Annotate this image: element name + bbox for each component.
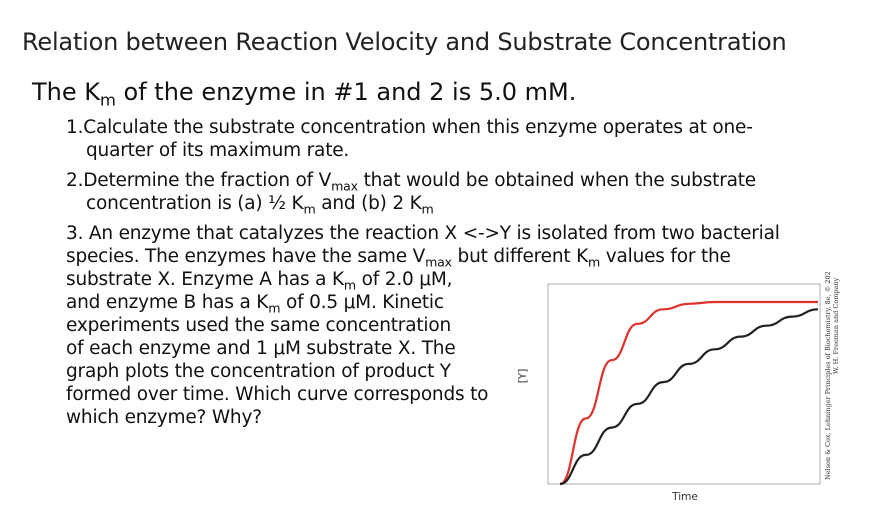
red-curve — [560, 302, 818, 484]
credit-line-1: Nelson & Cox, Lehninger Principles of Biochemistry, 8e, © 2021 — [824, 272, 832, 480]
slide-title: Relation between Reaction Velocity and Substrate Concentration — [22, 28, 787, 56]
series-layer — [560, 302, 818, 484]
black-curve — [560, 309, 818, 484]
y-axis-label: [Y] — [517, 368, 529, 384]
lead-statement: The $K_m$ of the enzyme in #1 and 2 is 5.0 mM. — [32, 78, 577, 110]
question-2: 2.Determine the fraction of $V_{max}$ that would be obtained when the substrate concentration is (a) ½ $K_m$ and (b) 2 $K_m$ — [66, 170, 756, 217]
x-axis-label: Time — [672, 491, 698, 503]
chart-svg — [500, 272, 880, 512]
product-formation-chart — [500, 272, 880, 512]
question-3: 3. An enzyme that catalyzes the reaction X <->Y is isolated from two bacterial species. The enzymes have the same $V_{max}$ but different $K_m$ values for the substrate X. Enzyme A has a $K_m$ of 2.0 μM, and enzyme B has a $K_m$ of 0.5 μM. Kinetic experiments used the same concentration of each enzyme and 1 μM substrate X. The graph plots the concentration of product Y formed over time. Which curve corresponds to which enzyme? Why? — [66, 223, 780, 428]
credit-line-2: W. H. Freeman and Company — [832, 277, 840, 374]
question-1: 1.Calculate the substrate concentration when this enzyme operates at one- quarter of its maximum rate. — [66, 117, 753, 161]
